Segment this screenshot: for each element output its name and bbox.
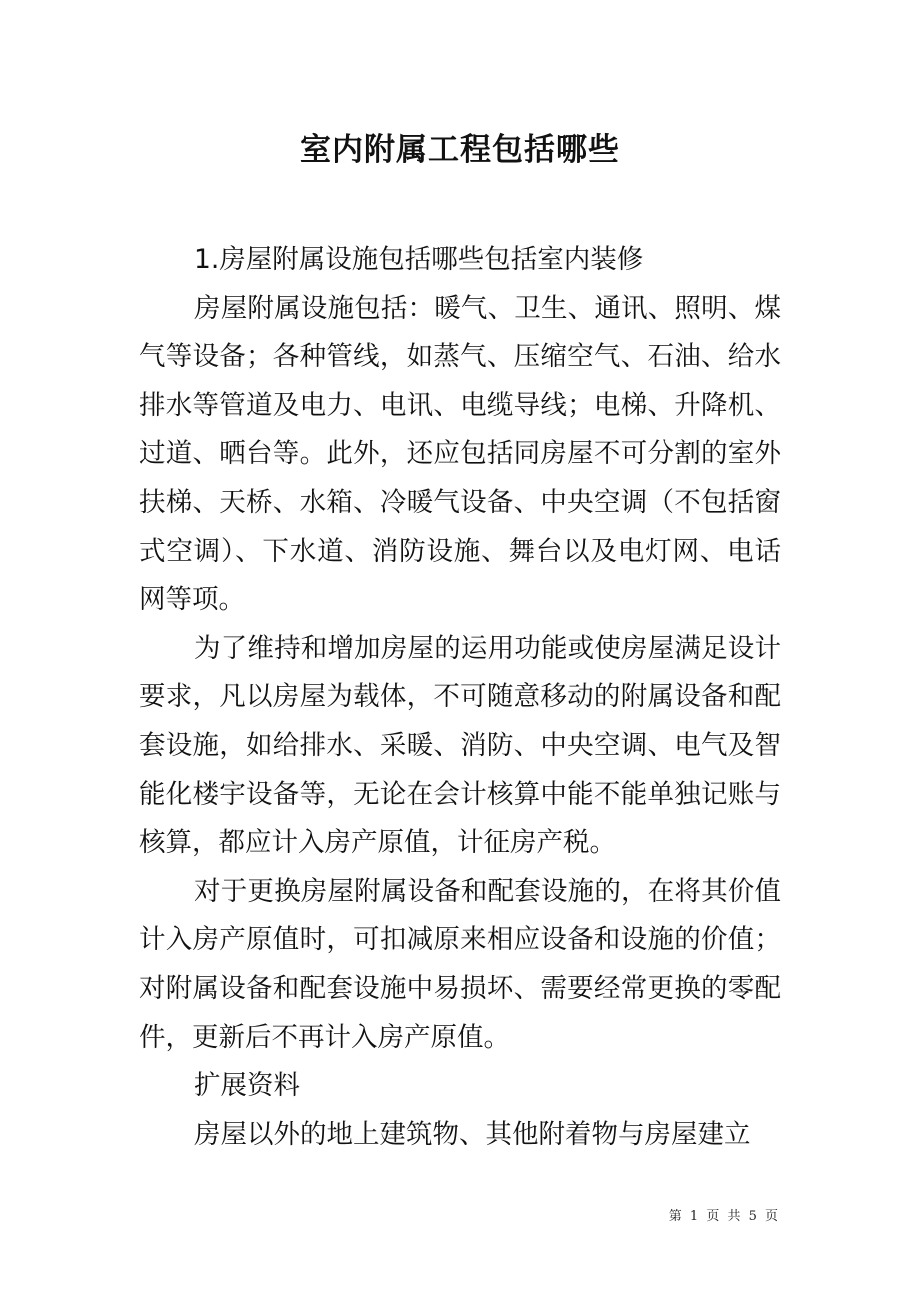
- paragraph-property-value: 为了维持和增加房屋的运用功能或使房屋满足设计要求，凡以房屋为载体，不可随意移动的附属设备和配套设施，如给排水、采暖、消防、中央空调、电气及智能化楼宇设备等，无论在会计核算中能不能单独记账与核算，都应计入房产原值，计征房产税。: [139, 632, 781, 859]
- paragraph-replacement: 对于更换房屋附属设备和配套设施的，在将其价值计入房产原值时，可扣减原来相应设备和设施的价值；对附属设备和配套设施中易损坏、需要经常更换的零配件，更新后不再计入房产原值。: [139, 875, 781, 1053]
- document-title: 室内附属工程包括哪些: [300, 132, 620, 168]
- document-body: [139, 236, 781, 1159]
- paragraph-facilities-list: 房屋附属设施包括：暖气、卫生、通讯、照明、煤气等设备；各种管线，如蒸气、压缩空气、石油、给水排水等管道及电力、电讯、电缆导线；电梯、升降机、过道、晒台等。此外，还应包括同房屋不可分割的室外扶梯、天桥、水箱、冷暖气设备、中央空调（不包括窗式空调）、下水道、消防设施、舞台以及电灯网、电话网等项。: [139, 292, 781, 616]
- page-number-footer: 第 1 页 共 5 页: [668, 1209, 780, 1224]
- paragraph-heading-1: 1.房屋附属设施包括哪些包括室内装修: [194, 244, 644, 275]
- paragraph-extended-info-heading: 扩展资料: [194, 1070, 300, 1102]
- paragraph-other-structures: 房屋以外的地上建筑物、其他附着物与房屋建立: [194, 1118, 751, 1150]
